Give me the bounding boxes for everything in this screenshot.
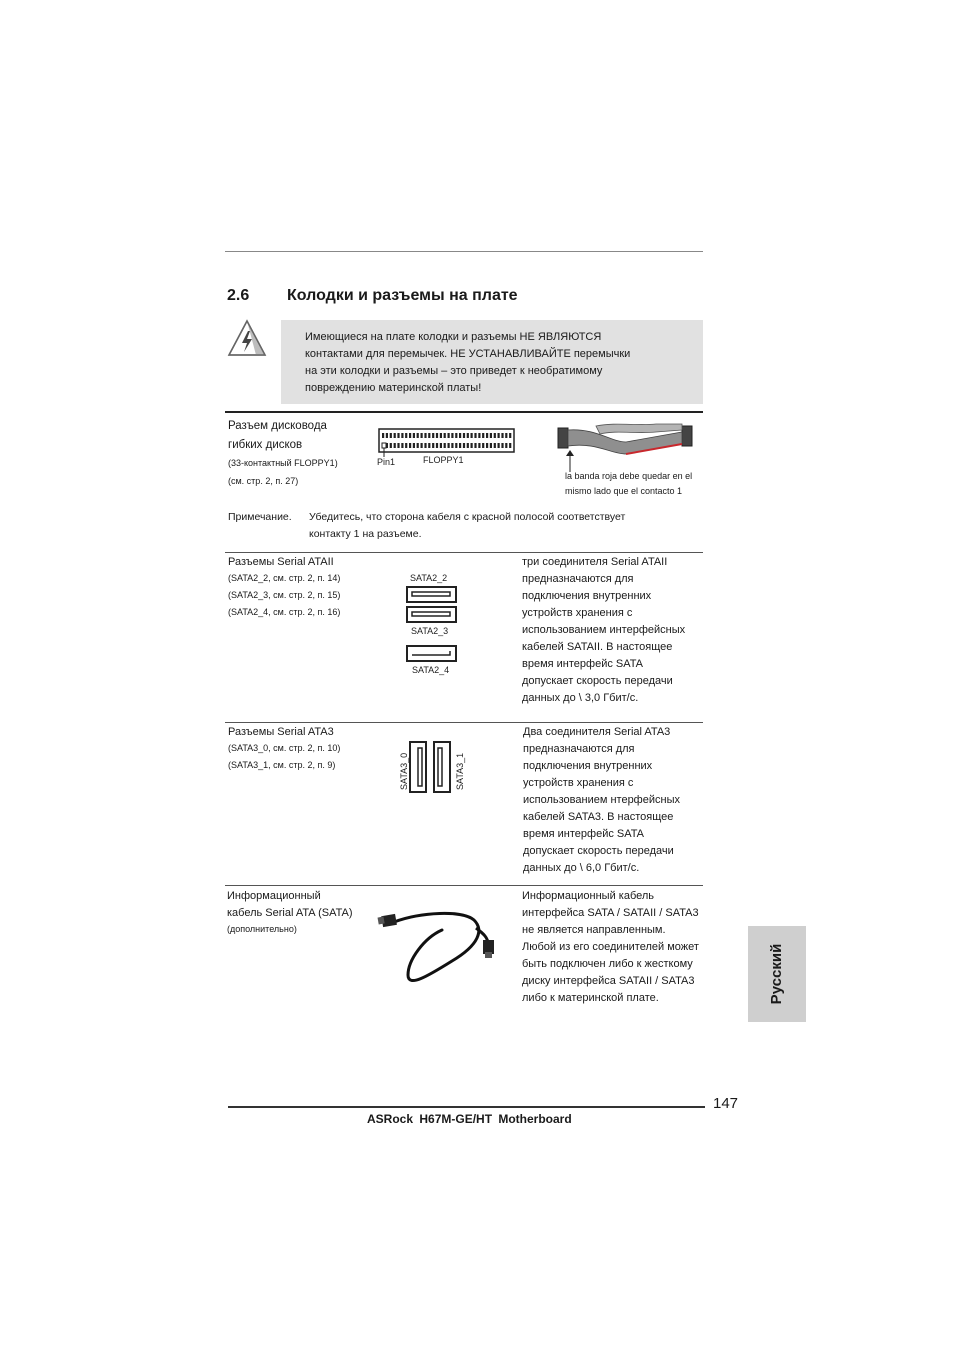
floppy-connector-label: FLOPPY1 <box>423 455 464 465</box>
desc-line: кабелей SATA3. В настоящее <box>523 811 674 823</box>
page-number: 147 <box>713 1095 739 1112</box>
floppy-ref-1: (33-контактный FLOPPY1) <box>228 458 338 468</box>
floppy-pin <box>401 443 403 448</box>
floppy-pin <box>494 433 496 438</box>
desc-line: Два соединителя Serial ATA3 <box>523 726 671 738</box>
sata2-title: Разъемы Serial ATAII <box>228 556 334 568</box>
desc-line: предназначаются для <box>523 743 635 755</box>
footer-model: ASRock H67M-GE/HT Motherboard <box>367 1112 572 1126</box>
desc-line: допускает скорость передачи <box>523 845 674 857</box>
floppy-pin <box>451 443 453 448</box>
sata-cable-title <box>227 888 353 922</box>
floppy-cable-image <box>556 420 698 474</box>
cable-note-line: la banda roja debe quedar en el <box>565 471 693 481</box>
floppy-pin <box>498 433 500 438</box>
sata-cable-description <box>522 888 699 1007</box>
cable-title-line: кабель Serial ATA (SATA) <box>227 907 353 919</box>
footer-rule <box>228 1106 705 1108</box>
desc-line: кабелей SATAII. В настоящее <box>522 641 673 653</box>
floppy-pin <box>432 433 434 438</box>
floppy-pin <box>482 433 484 438</box>
floppy-pin <box>440 443 442 448</box>
sata-cable-image <box>376 900 500 992</box>
desc-line: допускает скорость передачи <box>522 675 673 687</box>
warning-line: на эти колодки и разъемы – это приведет к необратимому <box>305 365 603 377</box>
floppy-pin <box>436 443 438 448</box>
floppy-section-rule <box>225 411 703 413</box>
floppy-pin <box>394 443 396 448</box>
floppy-pin <box>413 443 415 448</box>
floppy-pin <box>390 443 392 448</box>
floppy-pin <box>397 433 399 438</box>
desc-line: либо к материнской плате. <box>522 992 659 1004</box>
floppy-pin <box>463 443 465 448</box>
cable-note-line: mismo lado que el contacto 1 <box>565 486 683 496</box>
floppy-note-text <box>309 509 625 543</box>
desc-line: использованием нтерфейсных <box>523 794 680 806</box>
floppy-pin <box>509 443 511 448</box>
floppy-pin <box>478 433 480 438</box>
floppy-ref-2: (см. стр. 2, п. 27) <box>228 476 299 486</box>
warning-line: Имеющиеся на плате колодки и разъемы НЕ ЯВЛЯЮТСЯ <box>305 331 602 343</box>
language-tab-label: Русский <box>768 943 785 1005</box>
desc-line: устройств хранения с <box>523 777 634 789</box>
desc-line: интерфейса SATA / SATAII / SATA3 <box>522 907 699 919</box>
floppy-pin <box>424 433 426 438</box>
section-title: Колодки и разъемы на плате <box>287 287 518 304</box>
desc-line: предназначаются для <box>522 573 634 585</box>
note-line: контакту 1 на разъеме. <box>309 528 422 540</box>
floppy-pin <box>421 433 423 438</box>
warning-line: контактами для перемычек. НЕ УСТАНАВЛИВАЙТЕ перемычки <box>305 348 631 360</box>
floppy-pin <box>394 433 396 438</box>
floppy-pin <box>413 433 415 438</box>
cable-title-line: Информационный <box>227 890 321 902</box>
desc-line: три соединителя Serial ATAII <box>522 556 668 568</box>
floppy-pin <box>440 433 442 438</box>
sata3-description <box>523 724 680 877</box>
sata-cable-section-rule <box>225 885 703 886</box>
desc-line: Любой из его соединителей может <box>522 941 699 953</box>
sata2-ref-2: (SATA2_3, см. стр. 2, п. 15) <box>228 590 341 600</box>
sata2-3-label: SATA2_3 <box>411 626 449 636</box>
floppy-note-label: Примечание. <box>228 511 292 523</box>
floppy-pin <box>448 443 450 448</box>
sata2-ref-3: (SATA2_4, см. стр. 2, п. 16) <box>228 607 341 617</box>
floppy-title-line: гибких дисков <box>228 439 303 451</box>
floppy-pin <box>428 443 430 448</box>
sata3-0-label: SATA3_0 <box>399 752 409 790</box>
sata2-ref-1: (SATA2_2, см. стр. 2, п. 14) <box>228 573 341 583</box>
desc-line: Информационный кабель <box>522 890 655 902</box>
floppy-pin <box>498 443 500 448</box>
floppy-pin <box>467 433 469 438</box>
floppy-pin <box>474 433 476 438</box>
desc-line: не является направленным. <box>522 924 666 936</box>
floppy-pin <box>455 443 457 448</box>
floppy-pin <box>401 433 403 438</box>
floppy-cable-note <box>565 469 692 499</box>
floppy-pin <box>409 433 411 438</box>
floppy-pin <box>486 443 488 448</box>
floppy-title <box>228 417 327 455</box>
floppy-pin <box>505 443 507 448</box>
desc-line: данных до \ 3,0 Гбит/с. <box>522 692 639 704</box>
floppy-pin <box>444 433 446 438</box>
desc-line: диску интерфейса SATAII / SATA3 <box>522 975 695 987</box>
desc-line: подключения внутренних <box>523 760 653 772</box>
desc-line: подключения внутренних <box>522 590 652 602</box>
floppy-pin <box>382 433 384 438</box>
floppy-pin <box>451 433 453 438</box>
warning-text <box>305 329 630 397</box>
floppy-pin <box>463 433 465 438</box>
desc-line: время интерфейс SATA <box>522 658 643 670</box>
floppy-pin <box>405 443 407 448</box>
floppy-pin <box>459 443 461 448</box>
note-line: Убедитесь, что сторона кабеля с красной полосой соответствует <box>309 511 626 523</box>
floppy-pin <box>421 443 423 448</box>
floppy-pin <box>505 433 507 438</box>
floppy-pin <box>471 443 473 448</box>
sata3-ref-2: (SATA3_1, см. стр. 2, п. 9) <box>228 760 336 770</box>
sata3-ref-1: (SATA3_0, см. стр. 2, п. 10) <box>228 743 341 753</box>
floppy-title-line: Разъем дисковода <box>228 420 327 432</box>
warning-triangle-lightning-icon <box>226 318 268 358</box>
sata2-section-rule <box>225 552 703 553</box>
floppy-pin <box>386 433 388 438</box>
floppy-pin <box>509 433 511 438</box>
floppy-pin <box>397 443 399 448</box>
floppy-pin <box>494 443 496 448</box>
desc-line: быть подключен либо к жесткому <box>522 958 693 970</box>
sata2-description <box>522 554 685 707</box>
floppy-pin <box>409 443 411 448</box>
floppy-pin <box>428 433 430 438</box>
floppy-pin1-label: Pin1 <box>377 457 396 467</box>
floppy-pin <box>501 433 503 438</box>
floppy-pin <box>501 443 503 448</box>
floppy-pin <box>455 433 457 438</box>
desc-line: данных до \ 6,0 Гбит/с. <box>523 862 640 874</box>
floppy-pin <box>482 443 484 448</box>
floppy-pin <box>448 433 450 438</box>
floppy-pin <box>417 433 419 438</box>
floppy-pin <box>405 433 407 438</box>
floppy-pin <box>432 443 434 448</box>
floppy-pin <box>459 433 461 438</box>
floppy-pin <box>417 443 419 448</box>
sata2-4-label: SATA2_4 <box>412 665 450 675</box>
sata2-2-label: SATA2_2 <box>410 573 448 583</box>
floppy-pin <box>471 433 473 438</box>
sata3-1-label: SATA3_1 <box>455 752 465 790</box>
floppy-pin <box>424 443 426 448</box>
floppy-pin <box>444 443 446 448</box>
floppy-pin <box>467 443 469 448</box>
sata3-connectors-diagram <box>396 738 472 794</box>
sata3-title: Разъемы Serial ATA3 <box>228 726 334 738</box>
floppy-pin <box>486 433 488 438</box>
top-rule <box>225 251 703 252</box>
floppy-pin <box>390 433 392 438</box>
desc-line: время интерфейс SATA <box>523 828 644 840</box>
floppy-pin <box>474 443 476 448</box>
floppy-connector-diagram <box>376 426 518 468</box>
floppy-pin <box>490 443 492 448</box>
desc-line: устройств хранения с <box>522 607 633 619</box>
sata-cable-ref: (дополнительно) <box>227 924 297 934</box>
sata2-connectors-diagram <box>400 568 470 680</box>
desc-line: использованием интерфейсных <box>522 624 686 636</box>
floppy-pin <box>490 433 492 438</box>
warning-line: повреждению материнской платы! <box>305 382 482 394</box>
sata3-section-rule <box>225 722 703 723</box>
floppy-pin <box>436 433 438 438</box>
section-number: 2.6 <box>227 287 250 304</box>
floppy-pin <box>478 443 480 448</box>
